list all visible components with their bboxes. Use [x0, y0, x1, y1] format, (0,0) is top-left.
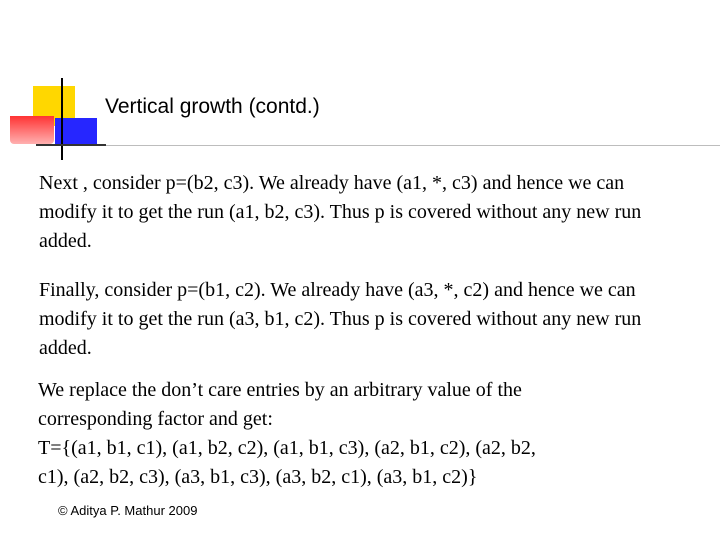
decor-horizontal-line-dark — [36, 144, 106, 146]
copyright-footer: © Aditya P. Mathur 2009 — [58, 503, 198, 518]
test-set-line: c1), (a2, b2, c3), (a3, b1, c3), (a3, b2, c1), (a3, b1, c2)} — [38, 466, 478, 488]
title-underline — [106, 145, 720, 146]
slide-title: Vertical growth (contd.) — [105, 95, 320, 118]
paragraph-finally: Finally, consider p=(b1, c2). We already have (a3, *, c2) and hence we can modify it to get the run (a3, b1, c2). Thus p is covered without any new run added. — [39, 279, 642, 359]
decor-vertical-line — [61, 78, 63, 160]
paragraph-next: Next , consider p=(b2, c3). We already have (a1, *, c3) and hence we can modify it to get the run (a1, b2, c3). Thus p is covered without any new run added. — [39, 172, 642, 252]
paragraph-replace — [38, 376, 658, 492]
paragraph-line: We replace the don’t care entries by an arbitrary value of the — [38, 379, 522, 401]
paragraph-line: corresponding factor and get: — [38, 408, 273, 430]
test-set-line: T={(a1, b1, c1), (a1, b2, c2), (a1, b1, c3), (a2, b1, c2), (a2, b2, — [38, 437, 536, 459]
decor-red-square — [10, 116, 54, 144]
